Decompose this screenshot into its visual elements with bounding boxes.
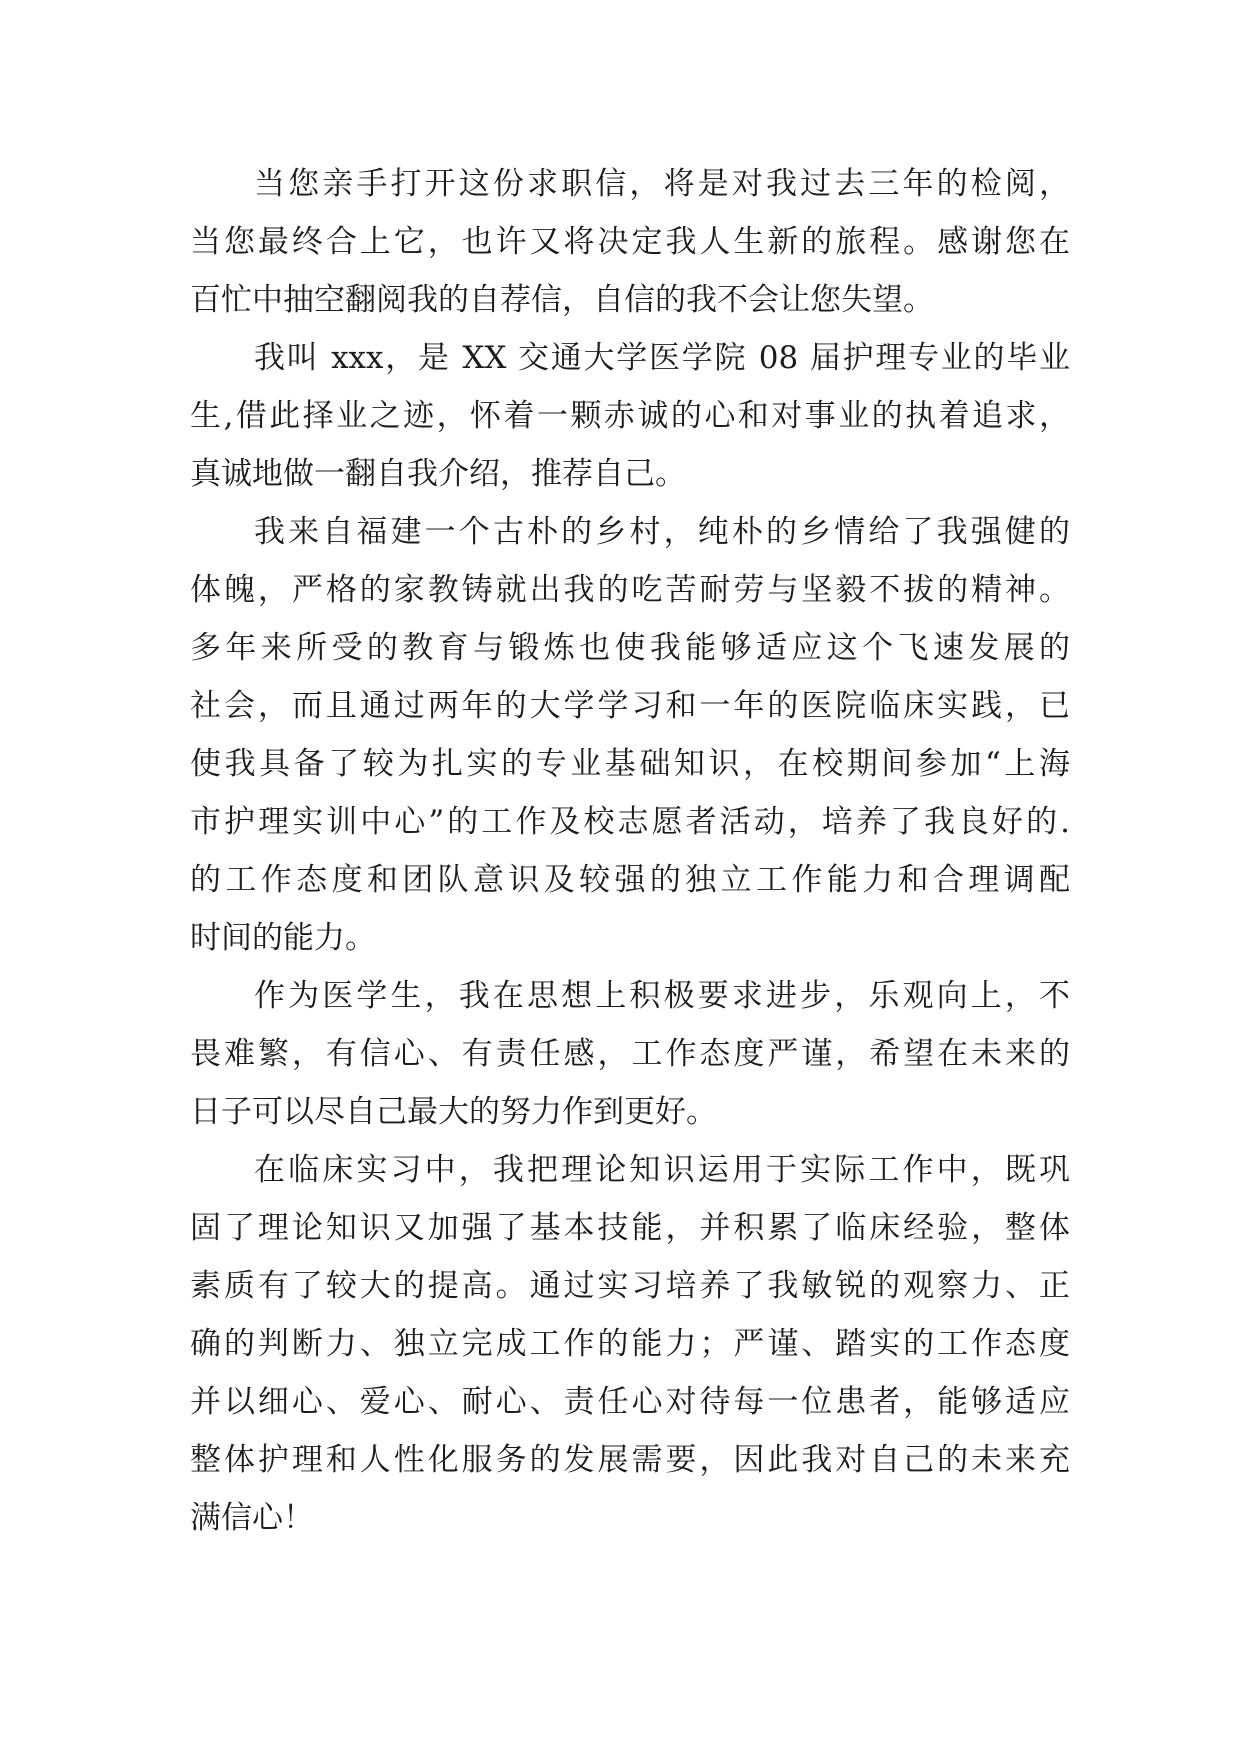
text-line: 并以细心、爱心、耐心、责任心对待每一位患者，能够适应 bbox=[190, 1384, 1070, 1420]
text-line: 当您最终合上它，也许又将决定我人生新的旅程。感谢您在 bbox=[190, 224, 1070, 260]
text-line: 在临床实习中，我把理论知识运用于实际工作中，既巩 bbox=[254, 1152, 1070, 1188]
text-line: 畏难繁，有信心、有责任感，工作态度严谨，希望在未来的 bbox=[190, 1036, 1070, 1072]
text-line: 使我具备了较为扎实的专业基础知识，在校期间参加“上海 bbox=[190, 746, 1070, 782]
text-line: 作为医学生，我在思想上积极要求进步，乐观向上，不 bbox=[254, 978, 1070, 1014]
paragraph bbox=[190, 329, 1070, 503]
text-line: 我来自福建一个古朴的乡村，纯朴的乡情给了我强健的 bbox=[254, 514, 1070, 550]
text-line: 确的判断力、独立完成工作的能力；严谨、踏实的工作态度 bbox=[190, 1326, 1070, 1362]
text-line: 的工作态度和团队意识及较强的独立工作能力和合理调配 bbox=[190, 862, 1070, 898]
text-line: 体魄，严格的家教铸就出我的吃苦耐劳与坚毅不拔的精神。 bbox=[190, 572, 1070, 608]
paragraph bbox=[190, 967, 1070, 1141]
text-line: 满信心！ bbox=[190, 1500, 314, 1536]
text-line: 整体护理和人性化服务的发展需要，因此我对自己的未来充 bbox=[190, 1442, 1070, 1478]
text-line: 市护理实训中心”的工作及校志愿者活动，培养了我良好的. bbox=[190, 804, 1070, 840]
text-line: 我叫 xxx，是 XX 交通大学医学院 08 届护理专业的毕业 bbox=[254, 340, 1070, 376]
letter-body bbox=[190, 155, 1070, 1547]
paragraph bbox=[190, 155, 1070, 329]
text-line: 社会，而且通过两年的大学学习和一年的医院临床实践，已 bbox=[190, 688, 1070, 724]
text-line: 多年来所受的教育与锻炼也使我能够适应这个飞速发展的 bbox=[190, 630, 1070, 666]
text-line: 素质有了较大的提高。通过实习培养了我敏锐的观察力、正 bbox=[190, 1268, 1070, 1304]
text-line: 生,借此择业之迹，怀着一颗赤诚的心和对事业的执着追求， bbox=[190, 398, 1070, 434]
paragraph bbox=[190, 503, 1070, 967]
text-line: 百忙中抽空翻阅我的自荐信，自信的我不会让您失望。 bbox=[190, 282, 934, 318]
text-line: 当您亲手打开这份求职信，将是对我过去三年的检阅， bbox=[254, 166, 1070, 202]
paragraph bbox=[190, 1141, 1070, 1547]
text-line: 日子可以尽自己最大的努力作到更好。 bbox=[190, 1094, 717, 1130]
text-line: 固了理论知识又加强了基本技能，并积累了临床经验，整体 bbox=[190, 1210, 1070, 1246]
text-line: 时间的能力。 bbox=[190, 920, 376, 956]
text-line: 真诚地做一翻自我介绍，推荐自己。 bbox=[190, 456, 686, 492]
